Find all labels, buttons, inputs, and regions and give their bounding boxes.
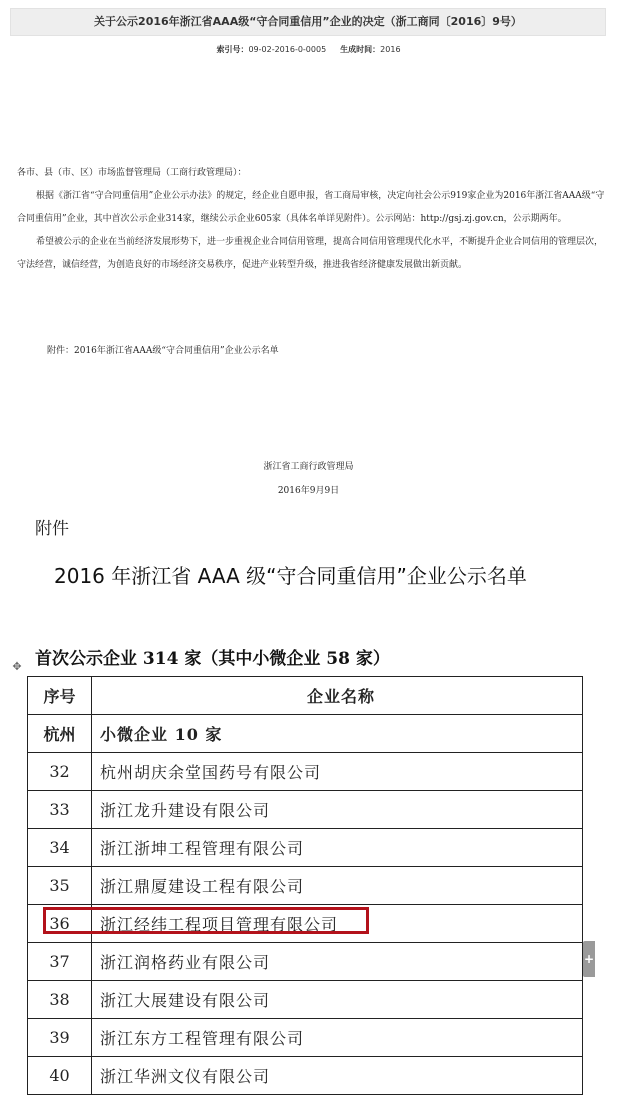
row-number: 39 xyxy=(28,1019,92,1057)
generated-value: 2016 xyxy=(380,45,401,54)
section-title: 首次公示企业 314 家（其中小微企业 58 家） xyxy=(35,649,390,669)
company-name: 浙江大展建设有限公司 xyxy=(92,981,583,1019)
plus-icon[interactable]: + xyxy=(583,941,595,977)
company-name: 浙江经纬工程项目管理有限公司 xyxy=(92,905,583,943)
index-label: 索引号： xyxy=(216,45,249,54)
attachment-note: 附件：2016年浙江省AAA级“守合同重信用”企业公示名单 xyxy=(47,346,279,356)
table-row xyxy=(28,791,583,829)
table-row xyxy=(28,981,583,1019)
company-name: 浙江龙升建设有限公司 xyxy=(92,791,583,829)
header-serial: 序号 xyxy=(28,677,92,715)
index-value: 09-02-2016-0-0005 xyxy=(248,45,327,54)
company-name: 浙江润格药业有限公司 xyxy=(92,943,583,981)
table-row xyxy=(28,943,583,981)
row-number: 33 xyxy=(28,791,92,829)
row-number: 37 xyxy=(28,943,92,981)
letter-body xyxy=(17,162,605,277)
row-number: 38 xyxy=(28,981,92,1019)
attachment-title: 2016 年浙江省 AAA 级“守合同重信用”企业公示名单 xyxy=(54,564,527,588)
company-name: 浙江华洲文仪有限公司 xyxy=(92,1057,583,1095)
table-row xyxy=(28,1057,583,1095)
generated-label: 生成时间： xyxy=(340,45,381,54)
move-handle-icon[interactable]: ✥ xyxy=(12,660,22,673)
salutation: 各市、县（市、区）市场监督管理局（工商行政管理局）： xyxy=(17,168,247,178)
row-number: 36 xyxy=(28,905,92,943)
company-name: 杭州胡庆余堂国药号有限公司 xyxy=(92,753,583,791)
table-row xyxy=(28,753,583,791)
table-row xyxy=(28,867,583,905)
table-row xyxy=(28,829,583,867)
row-number: 34 xyxy=(28,829,92,867)
company-name: 浙江鼎厦建设工程有限公司 xyxy=(92,867,583,905)
issuer: 浙江省工商行政管理局 xyxy=(263,462,354,472)
group-label: 小微企业 10 家 xyxy=(92,715,583,753)
company-name: 浙江东方工程管理有限公司 xyxy=(92,1019,583,1057)
header-company-name: 企业名称 xyxy=(92,677,583,715)
attachment-label: 附件 xyxy=(35,519,69,539)
table-row xyxy=(28,1019,583,1057)
company-name: 浙江浙坤工程管理有限公司 xyxy=(92,829,583,867)
document-title: 关于公示2016年浙江省AAA级“守合同重信用”企业的决定（浙工商同〔2016〕9号） xyxy=(10,8,606,36)
row-number: 40 xyxy=(28,1057,92,1095)
document-meta xyxy=(0,44,617,55)
row-number: 35 xyxy=(28,867,92,905)
issue-date: 2016年9月9日 xyxy=(277,486,340,496)
table-header-row xyxy=(28,677,583,715)
letter-paragraph-2: 希望被公示的企业在当前经济发展形势下，进一步重视企业合同信用管理，提高合同信用管理现代化水平，不断提升企业合同信用的管理层次，守法经营，诚信经营，为创造良好的市场经济交易秩序，促进产业转型升级，推进我省经济健康发展做出新贡献。 xyxy=(17,237,604,270)
company-table xyxy=(27,676,583,1095)
group-region: 杭州 xyxy=(28,715,92,753)
group-row xyxy=(28,715,583,753)
table-row xyxy=(28,905,583,943)
row-number: 32 xyxy=(28,753,92,791)
letter-paragraph-1: 根据《浙江省“守合同重信用”企业公示办法》的规定，经企业自愿申报，省工商局审核，决定向社会公示919家企业为2016年浙江省AAA级“守合同重信用”企业，其中首次公示企业314家，继续公示企业605家（具体名单详见附件）。公示网站：http://gsj.zj.gov.cn，公示期两年。 xyxy=(17,191,605,224)
